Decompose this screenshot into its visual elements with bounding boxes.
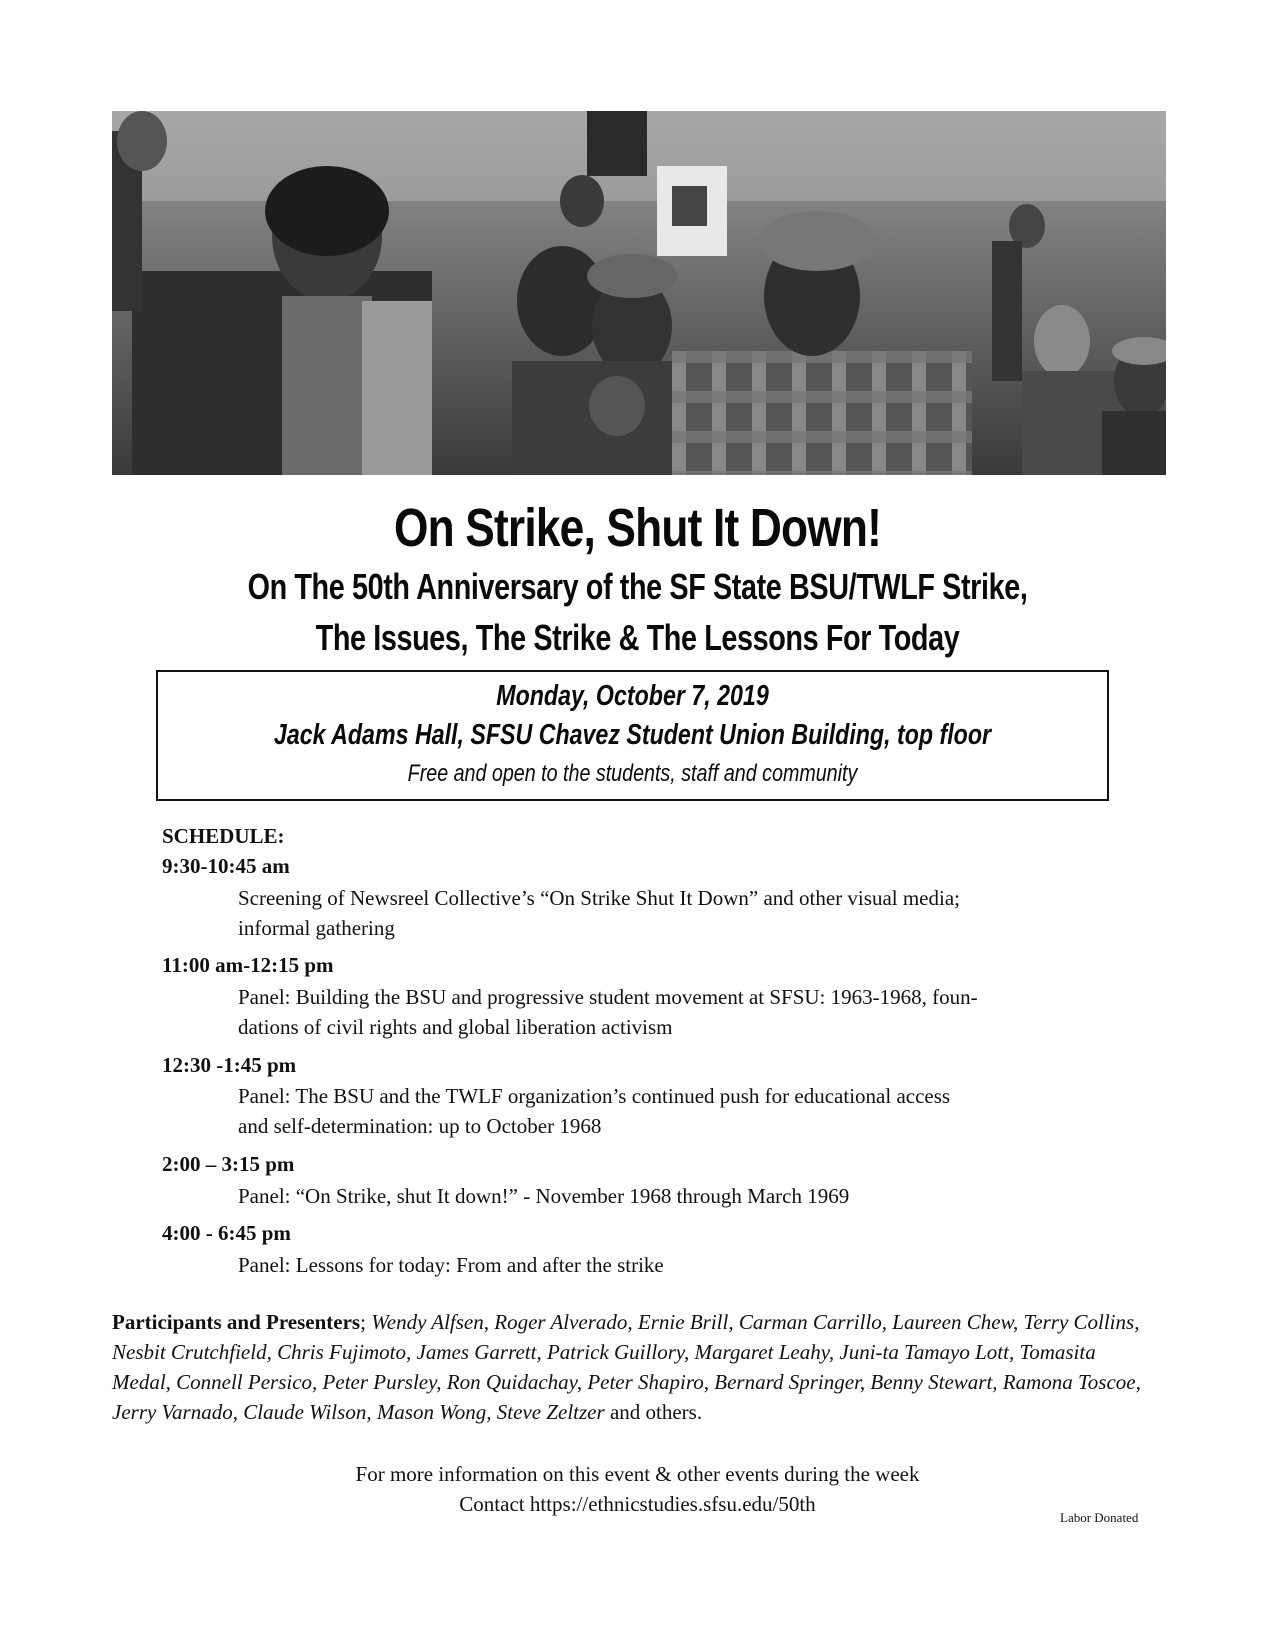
more-info-line: For more information on this event & other events during the week [355,1462,920,1486]
description-line: informal gathering [238,916,395,940]
page-title: On Strike, Shut It Down! [393,498,882,558]
description-line: Panel: “On Strike, shut It down!” - November 1968 through March 1969 [238,1184,850,1208]
schedule-heading: SCHEDULE: [162,824,285,848]
description-line: Panel: The BSU and the TWLF organization’s continued push for educational access [238,1084,951,1108]
description-line: Panel: Building the BSU and progressive student movement at SFSU: 1963-1968, foun- [238,985,978,1009]
schedule-slot-description [238,883,1098,943]
schedule-slot-time: 9:30-10:45 am [162,854,290,878]
schedule-slot-time: 11:00 am-12:15 pm [162,953,334,977]
schedule-slot-time: 4:00 - 6:45 pm [162,1221,291,1245]
description-line: Panel: Lessons for today: From and after the strike [238,1253,664,1277]
subtitle-line-1: On The 50th Anniversary of the SF State BSU/TWLF Strike, [247,566,1028,607]
schedule-slot-time: 12:30 -1:45 pm [162,1053,297,1077]
participants-names: Wendy Alfsen, Roger Alverado, Ernie Brill, Carman Carrillo, Laureen Chew, Terry Collins, Nesbit Crutchfield, Chris Fujimoto, James Garrett, Patrick Guillory, Margaret Leahy, Juni-ta Tamayo Lott, Tomasita Medal, Connell Persico, Peter Pursley, Ron Quidachay, Peter Shapiro, Bernard Springer, Benny Stewart, Ramona Toscoe, Jerry Varnado, Claude Wilson, Mason Wong, Steve Zeltzer [112,1310,1141,1424]
schedule-slot-description [238,982,1098,1042]
contact-line: Contact https://ethnicstudies.sfsu.edu/50th [459,1492,816,1516]
participants-separator: ; [360,1310,366,1334]
event-details-box [156,670,1109,801]
description-line: Screening of Newsreel Collective’s “On Strike Shut It Down” and other visual media; [238,886,960,910]
photo-illustration [112,111,1166,475]
participants-suffix: and others. [604,1400,703,1424]
subtitle-line-2: The Issues, The Strike & The Lessons For Today [315,617,960,658]
participants-label: Participants and Presenters [112,1310,361,1334]
schedule-slot-description [238,1181,1098,1211]
event-venue: Jack Adams Hall, SFSU Chavez Student Union Building, top floor [273,719,992,751]
labor-donated-note: Labor Donated [1060,1510,1139,1525]
event-date: Monday, October 7, 2019 [496,680,769,712]
strike-photo [112,111,1166,475]
participants-paragraph [112,1307,1142,1427]
schedule-slot-time: 2:00 – 3:15 pm [162,1152,295,1176]
schedule-slot-description [238,1081,1098,1141]
description-line: dations of civil rights and global liberation activism [238,1015,673,1039]
description-line: and self-determination: up to October 1968 [238,1114,602,1138]
schedule-slot-description [238,1250,1098,1280]
event-admission-note: Free and open to the students, staff and community [407,760,858,787]
